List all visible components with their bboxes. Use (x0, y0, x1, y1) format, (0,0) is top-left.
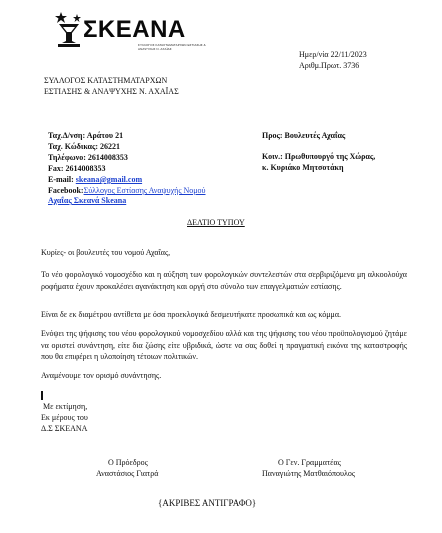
margin-mark (41, 391, 43, 400)
facebook-link[interactable]: Σύλλογος Εστίασης Αναψυχής Νομού (83, 186, 206, 195)
facebook-label: Facebook: (48, 186, 84, 195)
signatory-right-role: Ο Γεν. Γραμματέας (278, 458, 341, 467)
contact-facebook-row (48, 186, 206, 195)
signatory-right-name: Παναγιώτης Ματθαιόπουλος (262, 469, 356, 478)
closing-line-2: Εκ μέρους του (41, 413, 88, 422)
paragraph-1: Το νέο φορολογικό νομοσχέδιο και η αύξηση των φορολογικών συντελεστών στα σερβιριζόμενα μη αλκοολούχα ροφήματα έχουν προκαλέσει αγανάκτηση και οργή στο σύνολο των επαγγελματιών εστίασης. (41, 270, 407, 291)
paragraph-3: Ενόψει της ψήφισης του νέου φορολογικού νομοσχεδίου αλλά και της ψήφισης του νέου προϋπολογισμού ζητάμε να οριστεί συνάντηση, είτε δια ζώσης είτε υβριδικά, ώστε να σας δοθεί η πραγματική εικόνα της καταστροφής που θα επιφέρει η υλοποίηση τέτοιων πολιτικών. (41, 329, 407, 362)
greeting: Κυρίες- οι βουλευτές του νομού Αχαΐας, (41, 248, 171, 257)
contact-phone: Τηλέφωνο: 2614008353 (48, 153, 128, 162)
facebook-link-continued[interactable]: Αχαΐας Σκεανά Skeana (48, 196, 127, 205)
signatory-left-role: Ο Πρόεδρος (108, 458, 148, 467)
paragraph-2: Είναι δε εκ διαμέτρου αντίθετα με όσα προεκλογικά δεσμευτήκατε προσωπικά και ως κόμμα. (41, 310, 342, 319)
certified-copy-label: {ΑΚΡΙΒΕΣ ΑΝΤΙΓΡΑΦΟ} (158, 498, 257, 508)
contact-fax: Fax: 2614008353 (48, 164, 106, 173)
recipient-cc-line-1: Κοιν.: Πρωθυπουργό της Χώρας, (262, 152, 376, 161)
contact-facebook-row-2 (48, 196, 126, 205)
protocol-number: Αριθμ.Πρωτ. 3736 (299, 61, 360, 70)
paragraph-4: Αναμένουμε τον ορισμό συνάντησης. (41, 371, 162, 380)
document-title: ΔΕΛΤΙΟ ΤΥΠΟΥ (187, 218, 245, 227)
logo-wordmark: ΣΚΕΑΝΑ (83, 16, 186, 43)
org-name-line-1: ΣΥΛΛΟΓΟΣ ΚΑΤΑΣΤΗΜΑΤΑΡΧΩΝ (44, 76, 168, 85)
closing-line-3: Δ.Σ ΣΚΕΑΝΑ (41, 424, 88, 433)
org-name-line-2: ΕΣΤΙΑΣΗΣ & ΑΝΑΨΥΧΗΣ Ν. ΑΧΑΪΑΣ (44, 87, 179, 96)
contact-email-row (48, 175, 142, 184)
recipient-cc-line-2: κ. Κυριάκο Μητσοτάκη (262, 163, 344, 172)
closing-line-1: Με εκτίμηση, (43, 402, 88, 411)
recipient-to: Προς: Βουλευτές Αχαΐας (262, 131, 346, 140)
signatory-left-name: Αναστάσιος Γιατρά (96, 469, 159, 478)
organization-logo (55, 8, 215, 51)
document-date: Ημερ/νία 22/11/2023 (299, 50, 367, 59)
contact-address: Ταχ.Δ/νση: Αράτου 21 (48, 131, 124, 140)
email-label: E-mail: (48, 175, 76, 184)
logo-subtitle: ΣΥΛΛΟΓΟΣ ΚΑΤΑΣΤΗΜΑΤΑΡΧΩΝ ΕΣΤΙΑΣΗΣ & ΑΝΑΨΥΧΗΣ Ν. ΑΧΑΪΑΣ (138, 43, 206, 51)
contact-postal-code: Ταχ. Κώδικας: 26221 (48, 142, 121, 151)
email-link[interactable]: skeana@gmail.com (75, 175, 143, 184)
logo-emblem-icon (55, 8, 85, 48)
